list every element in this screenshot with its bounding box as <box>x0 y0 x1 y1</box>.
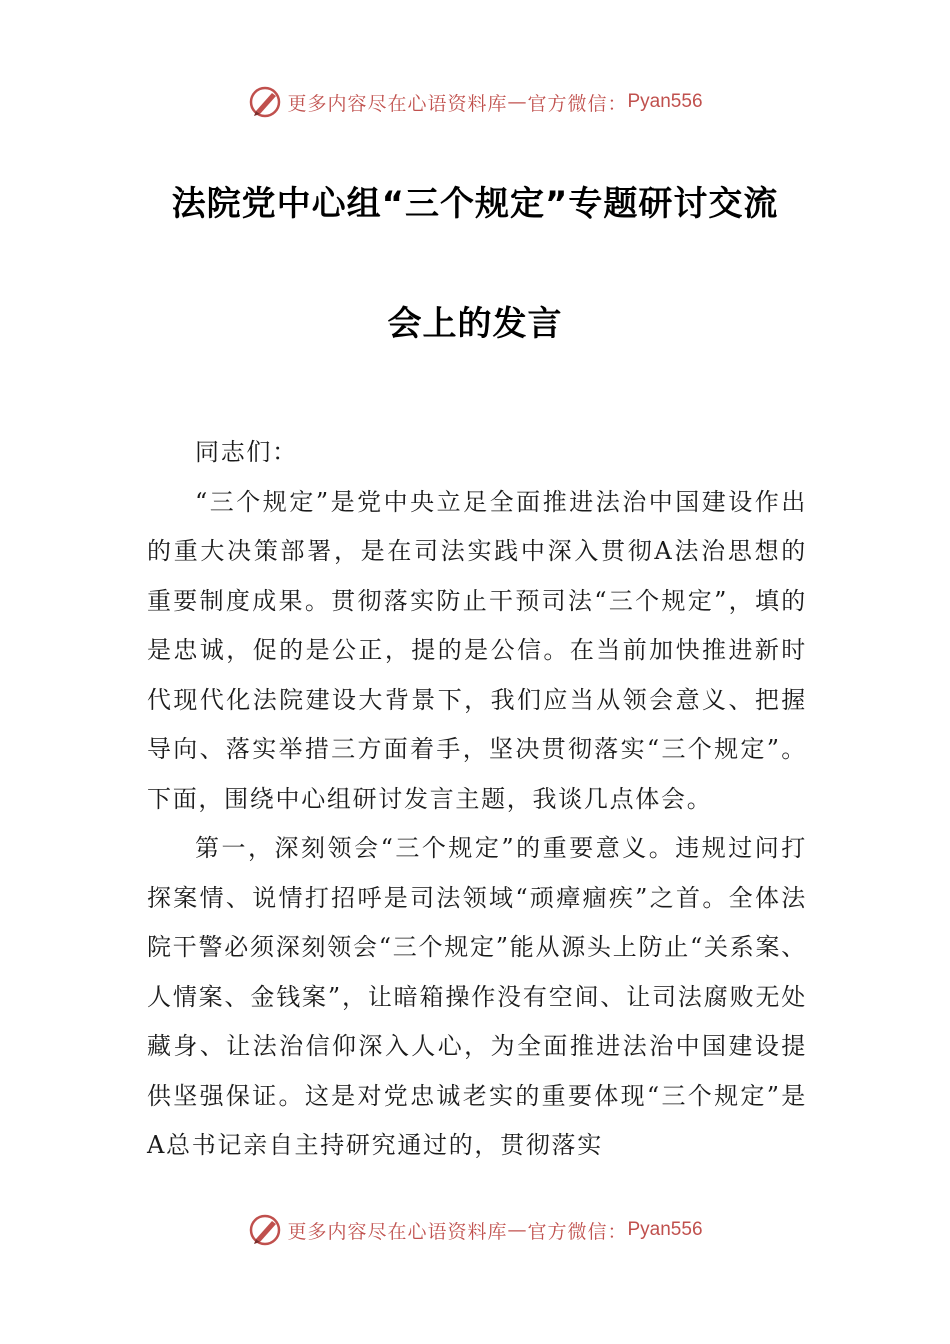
greeting: 同志们： <box>195 438 298 466</box>
pen-logo-icon <box>247 84 283 120</box>
watermark-wechat-id: Pyan556 <box>627 91 703 112</box>
watermark-wechat-label: 官方微信： <box>527 92 628 115</box>
watermark-brand: 更多内容尽在心语资料库 <box>287 92 508 115</box>
watermark-separator: — <box>507 1219 528 1241</box>
watermark-wechat-label: 官方微信： <box>527 1220 628 1243</box>
watermark-brand: 更多内容尽在心语资料库 <box>287 1220 508 1243</box>
document-title-line2: 会上的发言 <box>387 304 563 344</box>
pen-logo-icon <box>247 1212 283 1248</box>
watermark-banner-bottom <box>0 1210 950 1250</box>
watermark-banner-top <box>0 82 950 122</box>
watermark-separator: — <box>507 91 528 113</box>
document-title-line1: 法院党中心组“三个规定”专题研讨交流 <box>171 184 779 224</box>
watermark-wechat-id: Pyan556 <box>627 1219 703 1240</box>
paragraph: 第一，深刻领会“三个规定”的重要意义。违规过问打探案情、说情打招呼是司法领域“顽瘴痼疾”之首。全体法院干警必须深刻领会“三个规定”能从源头上防止“关系案、人情案、金钱案”，让暗箱操作没有空间、让司法腐败无处藏身、让法治信仰深入人心，为全面推进法治中国建设提供坚强保证。这是对党忠诚老实的重要体现“三个规定”是A总书记亲自主持研究通过的，贯彻落实 <box>147 834 807 1159</box>
paragraph: “三个规定”是党中央立足全面推进法治中国建设作出的重大决策部署，是在司法实践中深入贯彻A法治思想的重要制度成果。贯彻落实防止干预司法“三个规定”，填的是忠诚，促的是公正，提的是公信。在当前加快推进新时代现代化法院建设大背景下，我们应当从领会意义、把握导向、落实举措三方面着手，坚决贯彻落实“三个规定”。下面，围绕中心组研讨发言主题，我谈几点体会。 <box>147 487 807 813</box>
document-body <box>147 428 807 1171</box>
